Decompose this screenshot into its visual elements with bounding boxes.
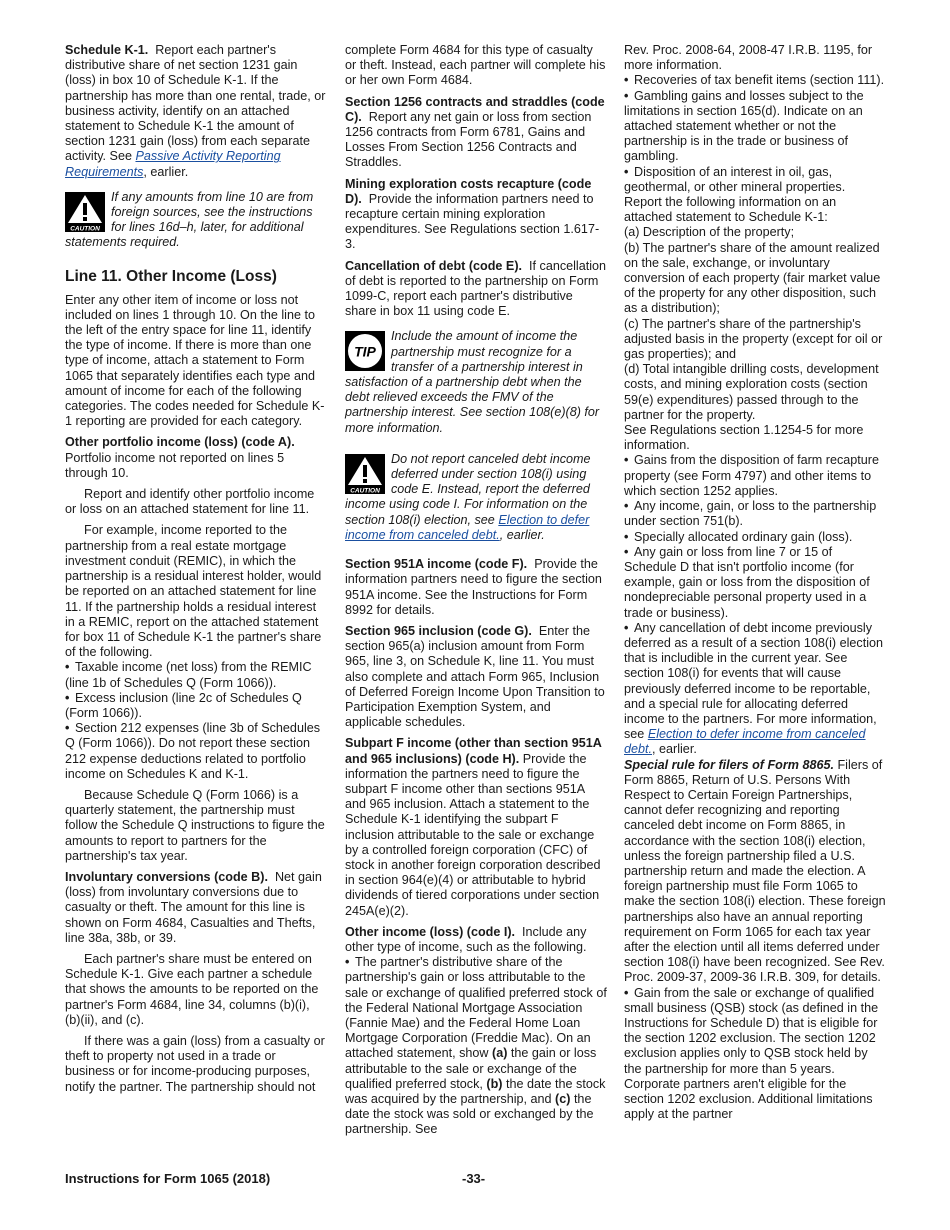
list-item: • Any gain or loss from line 7 or 15 of Schedule D that isn't portfolio income (for example, gain or loss from the disposition of nondepreciable personal property used in a trade or business). bbox=[624, 545, 886, 621]
list-item: • Gains from the disposition of farm recapture property (see Form 4797) and other items to which section 1252 applies. bbox=[624, 453, 886, 499]
caution-text: Do not report canceled debt income deferred under section 108(i) using code E. Instead, report the deferred income using code I. For information on the section 108(i) election, see bbox=[345, 451, 591, 527]
code-d-paragraph: Mining exploration costs recapture (code D). Provide the information partners need to recapture certain mining exploration expenditures. See Regulations section 1.617-3. bbox=[345, 176, 600, 252]
list-item: • Specially allocated ordinary gain (loss). bbox=[624, 530, 886, 545]
svg-text:CAUTION: CAUTION bbox=[350, 487, 380, 494]
footer-title: Instructions for Form 1065 (2018) bbox=[65, 1171, 271, 1186]
tip-icon bbox=[345, 331, 385, 371]
caution-callout bbox=[65, 190, 327, 251]
page-number: -33- bbox=[462, 1171, 486, 1186]
election-defer-link[interactable]: Election to defer income from canceled debt. bbox=[624, 727, 866, 757]
list-item: • Gambling gains and losses subject to the limitations in section 165(d). Indicate on an attached statement whether or not the partnership is in the trade or business of gambling. bbox=[624, 89, 886, 165]
list-subitem: See Regulations section 1.1254-5 for more information. bbox=[624, 423, 864, 453]
caution-text: If any amounts from line 10 are from foreign sources, see the instructions for lines 16d–h, later, for additional statements required. bbox=[65, 189, 314, 250]
special-rule-paragraph: Special rule for filers of Form 8865. Filers of Form 8865, Return of U.S. Persons With Respect to Certain Foreign Partnerships, cannot defer recognizing and reporting canceled debt income on Form 8865, in accordance with the section 108(i) election, unless the foreign partnership filed a U.S. partnership return and made the election. A foreign partnership must file Form 1065 to make the section 108(i) election. These foreign partnerships also have an annual reporting requirement on Form 1065 for each tax year after the election until all items deferred under section 108(i) have been recognized. See Rev. Proc. 2009-37, 2009-36 I.R.B. 309, for details. bbox=[624, 757, 886, 985]
list-item: • The partner's distributive share of the partnership's gain or loss attributable to the sale or exchange of qualified preferred stock of the Federal National Mortgage Association (Fannie Mae) and the Federal Home Loan Mortgage Corporation (Freddie Mac). On an attached statement, show (a) the gain or loss attributable to the sale or exchange of the qualified preferred stock, (b) the date the stock was acquired by the partnership, and (c) the date the stock was sold or exchanged by the partnership. See bbox=[345, 955, 607, 1137]
code-c-paragraph: Section 1256 contracts and straddles (code C). Report any net gain or loss from section 1256 contracts from Form 6781, Gains and Losses From Section 1256 Contracts and Straddles. bbox=[345, 94, 605, 170]
list-item: • Taxable income (net loss) from the REMIC (line 1b of Schedules Q (Form 1066)). bbox=[65, 660, 327, 690]
code-f-paragraph: Section 951A income (code F). Provide the information partners need to figure the section 951A income. See the Instructions for Form 8992 for details. bbox=[345, 557, 602, 617]
code-a-paragraph: Other portfolio income (loss) (code A). Portfolio income not reported on lines 5 through 10. bbox=[65, 435, 295, 480]
list-item: • Section 212 expenses (line 3b of Schedules Q (Form 1066)). Do not report these section 212 expense deductions related to portfolio income on Schedules K and K-1. bbox=[65, 721, 327, 782]
svg-text:CAUTION: CAUTION bbox=[70, 225, 100, 232]
list-item: • Recoveries of tax benefit items (section 111). bbox=[624, 73, 886, 88]
line-11-intro: Enter any other item of income or loss not included on lines 1 through 10. On the line to the left of the entry space for line 11, identify the type of income. If there is more than one type of income, attach a statement to Form 1065 that separately identifies each type and amount of income for each of the following categories. The codes needed for Schedule K-1 reporting are provided for each category. bbox=[65, 292, 325, 429]
caution-icon bbox=[65, 192, 105, 232]
list-item: • Gain from the sale or exchange of qualified small business (QSB) stock (as defined in the Instructions for Schedule D) that is eligible for the section 1202 exclusion. The section 1202 exclusion applies only to QSB stock held by the partnership for more than 5 years. Corporate partners aren't eligible for the section 1202 exclusion. Additional limitations apply at the partner bbox=[624, 986, 886, 1123]
code-e-paragraph: Cancellation of debt (code E). If cancellation of debt is reported to the partnership on Form 1099-C, report each partner's distributive share in box 11 using code E. bbox=[345, 258, 607, 319]
list-subitem: (d) Total intangible drilling costs, development costs, and mining exploration costs (section 59(e) expenditures) passed through to the partner for the property. bbox=[624, 362, 879, 422]
code-h-paragraph: Subpart F income (other than section 951A and 965 inclusions) (code H). Provide the information the partners need to figure the subpart F income other than sections 951A and 965 inclusion. Attach a statement to the Schedule K-1 identifying the subpart F inclusion attributable to the sale or exchange by a controlled foreign corporation (CFC) of stock in another foreign corporation described in section 964(e)(4) or attributable to hybrid dividends of tiered corporations under section 245A(e)(2). bbox=[345, 736, 602, 918]
code-g-paragraph: Section 965 inclusion (code G). Enter the section 965(a) inclusion amount from Form 965, line 3, on Schedule K, line 11. You must also complete and attach Form 965, Inclusion of Deferred Foreign Income Upon Transition to Participation Exemption System, and applicable schedules. bbox=[345, 623, 605, 730]
schedule-k1-paragraph: Schedule K-1. Report each partner's distributive share of net section 1231 gain (loss) in box 10 of Schedule K-1. If the partnership has more than one rental, trade, or business activity, identify on an attached statement to Schedule K-1 the amount of section 1231 gain (loss) from each separate activity. See Passive Activity Reporting Requirements, earlier. bbox=[65, 43, 326, 179]
continued-text: complete Form 4684 for this type of casualty or theft. Instead, each partner will complete his or her own Form 4684. bbox=[345, 43, 606, 88]
caution-icon bbox=[345, 454, 385, 494]
list-subitem: (c) The partner's share of the partnership's adjusted basis in the property (except for oil or gas properties); and bbox=[624, 316, 883, 362]
column-1 bbox=[65, 43, 327, 1095]
code-a-schedule-q: Because Schedule Q (Form 1066) is a quarterly statement, the partnership must follow the Schedule Q instructions to figure the amounts to report to partners for the partnership's tax year. bbox=[65, 787, 325, 863]
passive-activity-link[interactable]: Passive Activity Reporting Requirements bbox=[65, 149, 281, 179]
list-item: • Any income, gain, or loss to the partnership under section 751(b). bbox=[624, 499, 886, 529]
code-b-schedule: Each partner's share must be entered on Schedule K-1. Give each partner a schedule that shows the amounts to be reported on the partner's Form 4684, line 34, columns (b)(i), (b)(ii), and (c). bbox=[65, 951, 319, 1027]
continued-text: Rev. Proc. 2008-64, 2008-47 I.R.B. 1195, for more information. bbox=[624, 43, 873, 73]
code-a-report: Report and identify other portfolio income or loss on an attached statement for line 11. bbox=[65, 487, 315, 517]
code-i-paragraph: Other income (loss) (code I). Include any other type of income, such as the following. bbox=[345, 924, 587, 954]
line-11-heading: Line 11. Other Income (Loss) bbox=[65, 267, 277, 285]
svg-text:TIP: TIP bbox=[354, 343, 376, 360]
list-item: • Excess inclusion (line 2c of Schedules Q (Form 1066)). bbox=[65, 691, 327, 721]
code-b-paragraph: Involuntary conversions (code B). Net gain (loss) from involuntary conversions due to casualty or theft. The amount for this line is shown on Form 4684, Casualties and Thefts, line 38a, 38b, or 39. bbox=[65, 869, 322, 945]
list-item: • Disposition of an interest in oil, gas, geothermal, or other mineral properties. Report the following information on an attached statement to Schedule K-1: bbox=[624, 165, 886, 226]
election-defer-link[interactable]: Election to defer income from canceled debt. bbox=[345, 512, 590, 542]
list-subitem: (a) Description of the property; bbox=[624, 225, 795, 240]
schedule-k1-heading: Schedule K-1. bbox=[65, 43, 149, 57]
caution-callout: CAUTION Do not report canceled debt income deferred under section 108(i) using code E. Instead, report the deferred income using code I. For information on the section 108(i) election, see Election to defer income from canceled debt., earlier. bbox=[345, 451, 591, 542]
list-item: • Any cancellation of debt income previously deferred as a result of a section 108(i) election that is includible in the current year. See section 108(i) for events that will cause previously deferred income to be reportable, and a special rule for allocating deferred income to the partners. For more information, see Election to defer income from canceled debt., earlier. bbox=[624, 621, 886, 758]
column-2 bbox=[345, 43, 607, 1138]
list-subitem: (b) The partner's share of the amount realized on the sale, exchange, or involuntary conversion of each property (fair market value of the property for any other disposition, such as a distribution); bbox=[624, 240, 881, 316]
column-3 bbox=[624, 43, 886, 1122]
tip-callout bbox=[345, 329, 607, 435]
code-a-example: For example, income reported to the partnership from a real estate mortgage investment conduit (REMIC), in which the partnership is a residual interest holder, would be reported on an attached statement for line 11. If the partnership holds a residual interest in a REMIC, report on the attached statement for box 11 of Schedule K-1 the partner's share of the following. bbox=[65, 523, 322, 660]
tip-text: Include the amount of income the partnership must recognize for a transfer of a partnership interest in satisfaction of a partnership debt when the debt relieved exceeds the FMV of the partnership interest. See section 108(e)(8) for more information. bbox=[345, 329, 600, 435]
code-b-casualty: If there was a gain (loss) from a casualty or theft to property not used in a trade or business or for income-producing purposes, notify the partner. The partnership should not bbox=[65, 1033, 325, 1094]
